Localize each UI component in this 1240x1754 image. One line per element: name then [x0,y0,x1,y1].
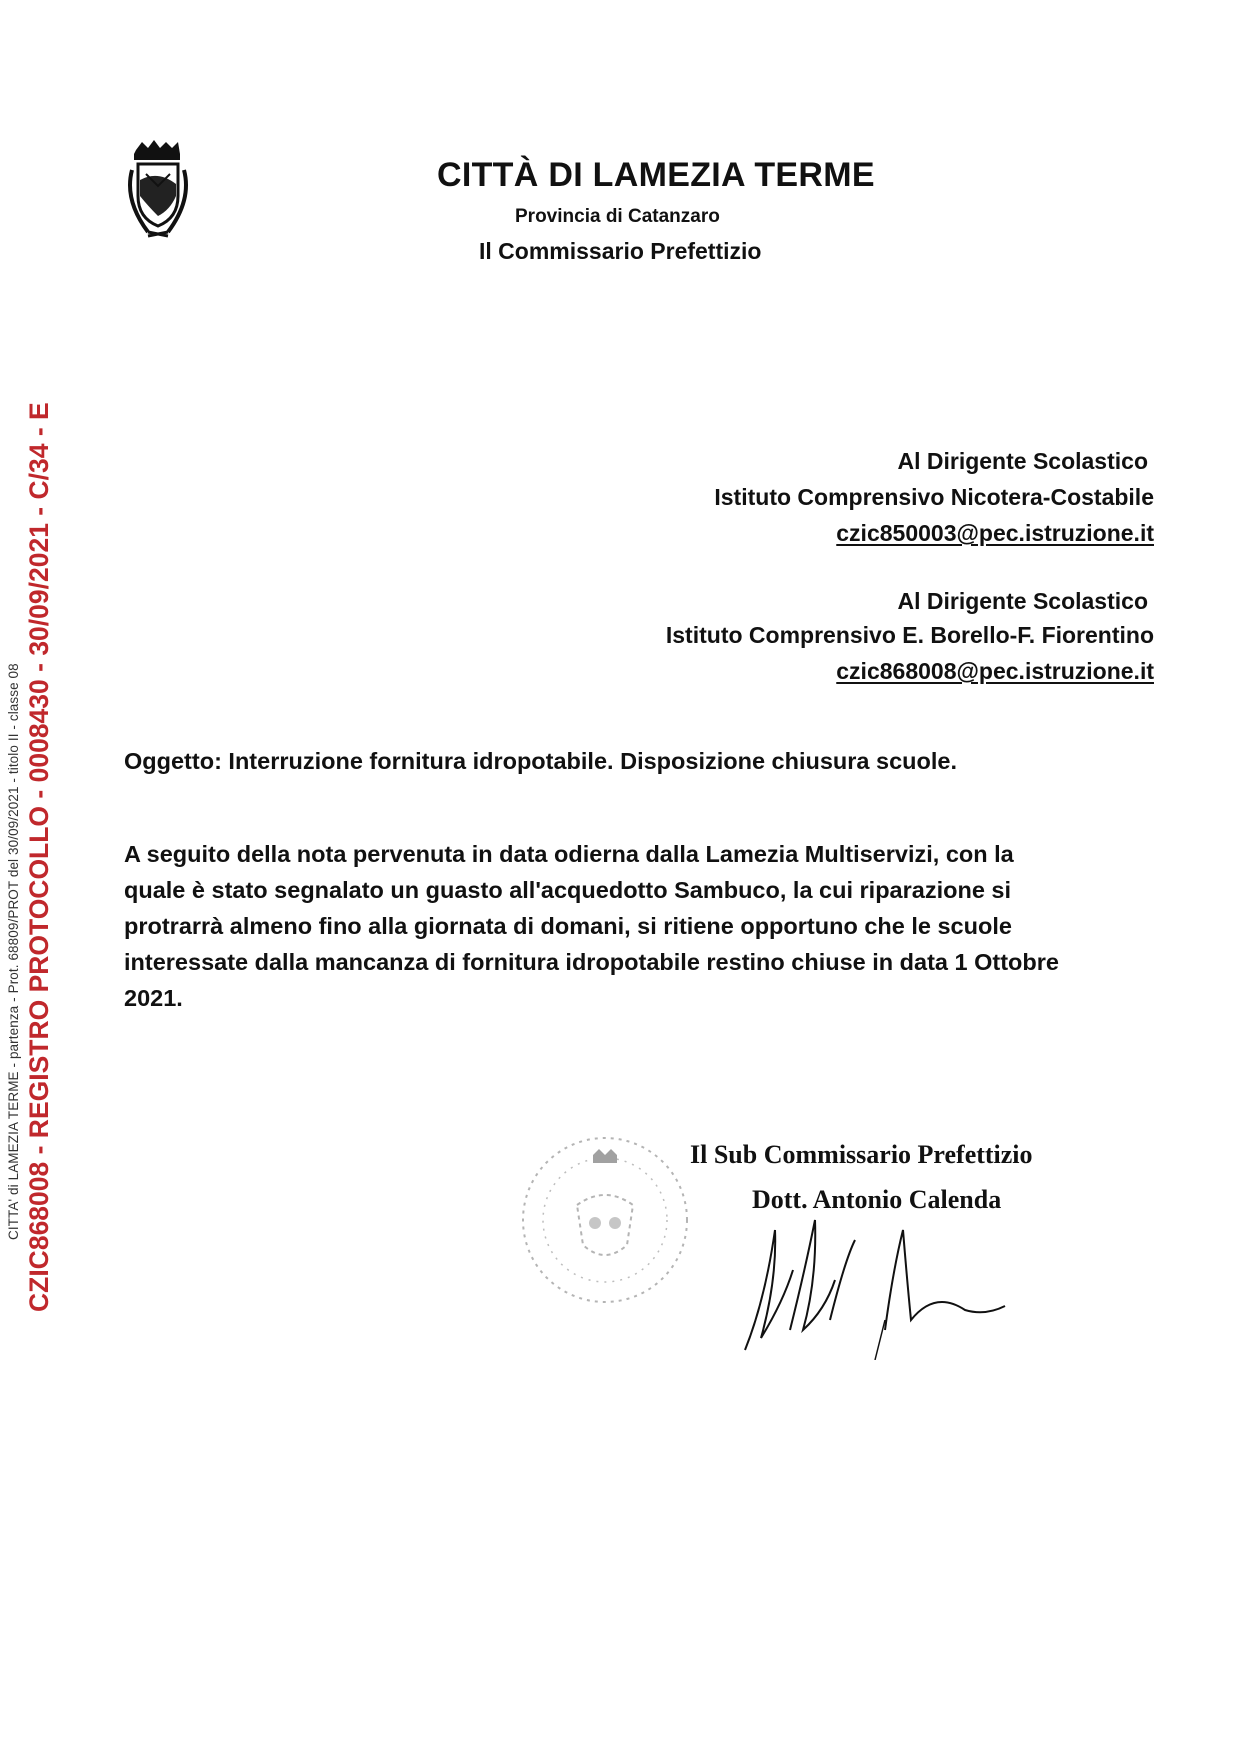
subject-line: Oggetto: Interruzione fornitura idropotabile. Disposizione chiusura scuole. [124,748,958,774]
office-label: Il Commissario Prefettizio [479,238,762,264]
recipient-2-email[interactable]: czic868008@pec.istruzione.it [836,658,1154,684]
province-label: Provincia di Catanzaro [515,206,720,227]
handwritten-signature-icon [735,1210,1015,1360]
protocol-stamp-registry: CZIC868008 - REGISTRO PROTOCOLLO - 0008430 - 30/09/2021 - C/34 - E [24,402,54,1312]
recipient-1-email[interactable]: czic850003@pec.istruzione.it [836,520,1154,546]
recipient-1-role: Al Dirigente Scolastico [897,448,1148,474]
recipient-2-role: Al Dirigente Scolastico [897,588,1148,614]
city-title: CITTÀ DI LAMEZIA TERME [437,156,875,194]
protocol-stamp-small: CITTA' di LAMEZIA TERME - partenza - Prot. 68809/PROT del 30/09/2021 - titolo II - classe 08 [6,663,21,1240]
body-line: A seguito della nota pervenuta in data odierna dalla Lamezia Multiservizi, con la [124,841,1014,867]
body-line: interessate dalla mancanza di fornitura idropotabile restino chiuse in data 1 Ottobre [124,949,1059,975]
signatory-role: Il Sub Commissario Prefettizio [690,1140,1033,1169]
body-line: protrarrà almeno fino alla giornata di domani, si ritiene opportuno che le scuole [124,913,1012,939]
signatory-name: Dott. Antonio Calenda [752,1185,1002,1214]
municipal-crest-icon [118,140,198,240]
body-line: quale è stato segnalato un guasto all'acquedotto Sambuco, la cui riparazione si [124,877,1012,903]
letter-body [124,836,1144,1016]
official-seal-icon [515,1125,695,1315]
recipient-1-school: Istituto Comprensivo Nicotera-Costabile [714,484,1154,510]
recipient-2-school: Istituto Comprensivo E. Borello-F. Fiorentino [665,622,1154,648]
body-line: 2021. [124,985,183,1011]
